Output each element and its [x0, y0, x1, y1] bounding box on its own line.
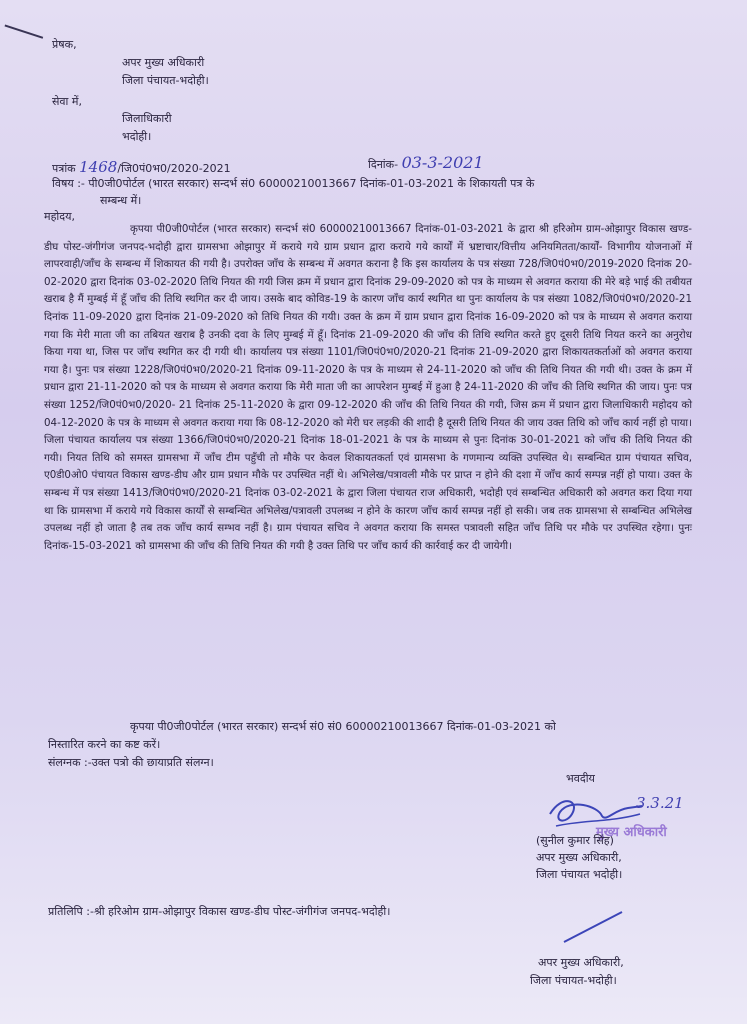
copy-to: प्रतिलिपि :-श्री हरिओम ग्राम-ओझापुर विकास खण्ड-डीघ पोस्ट-जंगीगंज जनपद-भदोही। — [48, 905, 391, 918]
letter-body: कृपया पी0जी0पोर्टल (भारत सरकार) सन्दर्भ सं0 60000210013667 दिनांक-01-03-2021 के द्वारा श्री हरिओम ग्राम-ओझापुर विकास खण्ड-डीघ पोस्ट-जंगीगंज जनपद-भदोही द्वारा ग्रामसभा ओझापुर में कराये गये ग्राम प्रधान द्वारा कराये गये कार्यों में भ्रष्टाचार/वित्तीय अनियमितता/कार्यों- विभागीय योजनाओं में लापरवाही/जाँच के सम्बन्ध में शिकायत की गयी है। उपरोक्त जाँच के सम्बन्ध में अवगत कराना है कि इस कार्यालय के पत्र संख्या 728/जि0पं0भ0/2019-2020 दिनांक 20-02-2020 द्वारा दिनांक 03-02-2020 तिथि नियत की गयी जिस क्रम में प्रधान द्वारा दिनांक 29-09-2020 को पत्र के माध्यम से अवगत कराया की मेरे बड़े भाई की तबीयत खराब है मैं मुम्बई में हूँ जाँच की तिथि स्थगित कर दी जाय। उसके बाद कोविड-19 के कारण जाँच कार्य स्थगित था पुनः कार्यालय के पत्र संख्या 1082/जि0पं0भ0/2020-21 दिनांक 11-09-2020 द्वारा दिनांक 21-09-2020 को तिथि नियत की गयी। उक्त के क्रम में ग्राम प्रधान द्वारा दिनांक 16-09-2020 को पत्र के माध्यम से अवगत कराया गया कि मेरी माता जी का तबियत खराब है उनकी दवा के लिए मुम्बई में हूँ। दिनांक 21-09-2020 की जाँच की तिथि स्थगित करते हुए दूसरी तिथि नियत करने का अनुरोध किया गया था, जिस पर जाँच स्थगित कर दी गयी थी। कार्यालय पत्र संख्या 1101/जि0पं0भ0/2020-21 दिनांक 21-09-2020 द्वारा शिकायतकर्ताओं को अवगत कराया गया है। पुनः पत्र संख्या 1228/जि0पं0भ0/2020-21 दिनांक 09-11-2020 के पत्र के माध्यम से 24-11-2020 को जाँच की तिथि नियत की गयी थी। उक्त के क्रम में प्रधान द्वारा 21-11-2020 को पत्र के माध्यम से अवगत कराया कि मेरी माता जी का आपरेशन मुम्बई में हुआ है 24-11-2020 की जाँच की तिथि स्थगित की जाय। पुनः पत्र संख्या 1252/जि0पं0भ0/2020- 21 दिनांक 25-11-2020 के द्वारा 09-12-2020 की जाँच की तिथि नियत की गयी, जिस क्रम में प्रधान द्वारा जिलाधिकारी महोदय को 04-12-2020 के पत्र के माध्यम से अवगत कराया गया कि 08-12-2020 को मेरी घर लड़की की शादी है दूसरी तिथि नियत की जाय उक्त तिथि को जाँच कार्य नहीं हो पाया। जिला पंचायत कार्यालय पत्र संख्या 1366/जि0पं0भ0/2020-21 दिनांक 18-01-2021 के पत्र के माध्यम से पुनः दिनांक 30-01-2021 को जाँच की तिथि नियत की गयी। नियत तिथि को समस्त ग्रामसभा में जाँच टीम पहुँची तो मौके पर केवल शिकायतकर्ता एवं ग्रामसभा के गणमान्य व्यक्ति उपस्थित थे। सम्बन्धित ग्राम पंचायत सचिव, ए0डी0ओ0 पंचायत विकास खण्ड-डीघ और ग्राम प्रधान मौके पर उपस्थित नहीं थे। अभिलेख/पत्रावली मौके पर प्राप्त न होने की दशा में जाँच कार्य सम्पन्न नहीं हो पाया। उक्त के सम्बन्ध में पत्र संख्या 1413/जि0पं0भ0/2020-21 दिनांक 03-02-2021 के द्वारा जिला पंचायत राज अधिकारी, भदोही एवं सम्बन्धित अधिकारी को अवगत करा दिया गया था कि ग्रामसभा में कराये गये विकास कार्यों से सम्बन्धित अभिलेख/पत्रावली उपलब्ध न होने के कारण जाँच कार्य सम्पन्न नहीं हो सकी। जब तक ग्रामसभा से सम्बन्धित अभिलेख उपलब्ध नहीं हो जाता है तब तक जाँच कार्य सम्भव नहीं है। ग्राम पंचायत सचिव ने अवगत कराया कि समस्त पत्रावली सहित जाँच तिथि पर मौके पर उपस्थित रहेगा। पुनः दिनांक-15-03-2021 को ग्रामसभा की जाँच की तिथि नियत की गयी है उक्त तिथि पर जाँच कार्य की कार्रवाई कर दी जायेगी। — [44, 223, 692, 552]
subject-line-1: विषय :- पी0जी0पोर्टल (भारत सरकार) सन्दर्भ सं0 60000210013667 दिनांक-01-03-2021 के शिकायती पत्र के — [52, 177, 535, 190]
sender-title: अपर मुख्य अधिकारी — [122, 56, 205, 69]
date-handwritten: 03-3-2021 — [401, 153, 484, 172]
subject-line-2: सम्बन्ध में। — [100, 194, 142, 207]
signature-date: 3.3.21 — [636, 794, 684, 812]
page-fold-mark — [0, 24, 43, 62]
date-label: दिनांक- — [368, 158, 399, 171]
enclosure-note: संलग्नक :-उक्त पत्रो की छायाप्रति संलग्न। — [48, 756, 214, 769]
salutation: महोदय, — [44, 210, 75, 223]
closing-line-1: कृपया पी0जी0पोर्टल (भारत सरकार) सन्दर्भ सं0 सं0 60000210013667 दिनांक-01-03-2021 को — [130, 720, 556, 733]
footer-title: अपर मुख्य अधिकारी, — [538, 956, 624, 969]
recipient-title: जिलाधिकारी — [122, 112, 172, 125]
recipient-label: सेवा में, — [52, 95, 82, 108]
recipient-place: भदोही। — [122, 130, 152, 143]
signatory-name: (सुनील कुमार सिंह) — [536, 834, 614, 847]
signatory-title: अपर मुख्य अधिकारी, — [536, 851, 622, 864]
ref-prefix: पत्रांक — [52, 162, 76, 175]
closing-line-2: निस्तारित करने का कष्ट करें। — [48, 738, 161, 751]
official-stamp-text: मुख्य अधिकारी — [596, 825, 667, 840]
reference-date — [368, 153, 484, 172]
valediction: भवदीय — [566, 772, 595, 785]
sender-label: प्रेषक, — [52, 38, 77, 51]
reference-number — [52, 160, 231, 176]
ref-suffix: /जि0पं0भ0/2020-2021 — [117, 162, 231, 175]
footer-office: जिला पंचायत-भदोही। — [530, 974, 617, 987]
signatory-office: जिला पंचायत भदोही। — [536, 868, 623, 881]
sender-office: जिला पंचायत-भदोही। — [122, 74, 209, 87]
ref-number-handwritten: 1468 — [79, 158, 118, 176]
tick-mark-icon — [560, 908, 630, 948]
